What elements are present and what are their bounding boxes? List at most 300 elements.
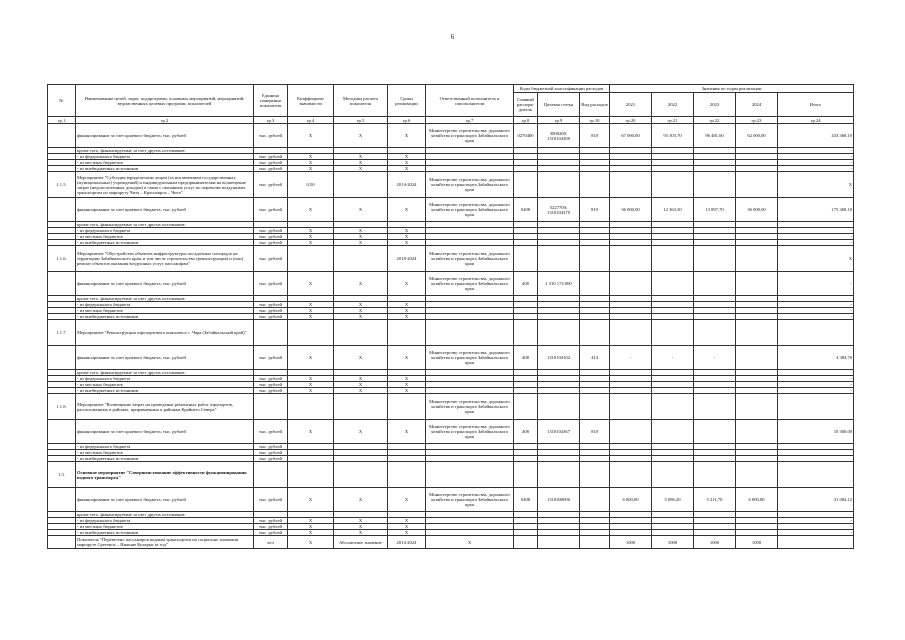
row-coef: 0,50 (288, 172, 334, 198)
row-coef: X (288, 240, 334, 246)
row-csr (538, 462, 580, 488)
row-unit: тыс. рублей (254, 228, 288, 234)
row-coef (288, 462, 334, 488)
row-name: финансирование за счет краевого бюджета, тыс. рублей (76, 124, 254, 148)
row-vr (580, 488, 610, 512)
row-name: - из внебюджетных источников (76, 314, 254, 320)
row-method: Абсолютное значение (334, 536, 388, 549)
row-grbs (514, 320, 538, 346)
row-unit: тыс. рублей (254, 450, 288, 456)
row-value-2023 (694, 320, 736, 346)
row-value-2024 (736, 394, 778, 420)
row-method: X (334, 228, 388, 234)
row-value-2021: 67 000,00 (610, 124, 652, 148)
row-coef: X (288, 314, 334, 320)
row-vr (580, 172, 610, 198)
row-method: X (334, 420, 388, 444)
colnum: гр.20 (610, 117, 652, 124)
header-num: № (48, 85, 76, 117)
row-executor (426, 320, 514, 346)
row-coef: X (288, 518, 334, 524)
row-vr (580, 536, 610, 549)
row-csr (538, 394, 580, 420)
row-value-2022 (652, 394, 694, 420)
row-unit: тыс. рублей (254, 346, 288, 370)
row-method: X (334, 272, 388, 296)
row-total: - (778, 376, 854, 382)
row-value-2021 (610, 272, 652, 296)
table-row (48, 246, 854, 272)
row-unit: тыс. рублей (254, 154, 288, 160)
row-terms: X (388, 234, 426, 240)
row-csr (538, 320, 580, 346)
row-total: - (778, 234, 854, 240)
row-value-2024 (736, 420, 778, 444)
program-table (47, 84, 854, 549)
row-total: - (778, 160, 854, 166)
row-grbs (514, 172, 538, 198)
row-coef: X (288, 488, 334, 512)
header-name: Наименование целей, задач, подпрограмм, основных мероприятий, мероприятий, ведомственных целевых программ, показателей (76, 85, 254, 117)
row-unit: тыс. рублей (254, 518, 288, 524)
row-name: - из внебюджетных источников (76, 388, 254, 394)
row-coef: X (288, 124, 334, 148)
column-numbers-row (48, 117, 854, 124)
row-unit: тыс. рублей (254, 388, 288, 394)
row-name: - из федерального бюджета (76, 518, 254, 524)
table-row (48, 198, 854, 222)
row-method: X (334, 388, 388, 394)
row-unit: тыс. рублей (254, 382, 288, 388)
row-name: - из местных бюджетов (76, 308, 254, 314)
row-total: 31 084,12 (778, 488, 854, 512)
row-name: Мероприятие "Субсидия юридическим лицам (за исключением государственных (муниципальных) учреждений) и индивидуальным предпринимателям на возмещение затрат (недополученных доходов) в связи с оказанием услуг по перевозке воздушным транспортом по маршруту Чита – Красноярск – Чита" (76, 172, 254, 198)
row-grbs (514, 246, 538, 272)
row-unit: тыс. рублей (254, 172, 288, 198)
row-method: X (334, 308, 388, 314)
row-value-2022 (652, 462, 694, 488)
row-executor: Министерство строительства, дорожного хозяйства и транспорта Забайкальского края (426, 346, 514, 370)
row-number (48, 420, 76, 444)
row-method (334, 394, 388, 420)
row-method: X (334, 382, 388, 388)
row-terms: X (388, 382, 426, 388)
row-total (778, 320, 854, 346)
colnum: гр.8 (514, 117, 538, 124)
table-row (48, 320, 854, 346)
row-value-2023 (694, 172, 736, 198)
row-name: Показатель "Перевезено пассажиров водным транспортом на социально значимом маршруте Сретенск – Нижние Куларки за год" (76, 536, 254, 549)
header-executor: Ответственный исполнитель и соисполнители (426, 85, 514, 117)
colnum: гр.6 (388, 117, 426, 124)
row-name: кроме того, финансируемые за счет других источников: (76, 222, 254, 228)
row-value-2024 (736, 346, 778, 370)
row-name: финансирование за счет краевого бюджета, тыс. рублей (76, 198, 254, 222)
row-terms: X (388, 166, 426, 172)
row-value-2024 (736, 172, 778, 198)
row-coef: X (288, 524, 334, 530)
row-unit: тыс. рублей (254, 246, 288, 272)
row-total: - (778, 228, 854, 234)
row-terms (388, 320, 426, 346)
row-name: - из федерального бюджета (76, 302, 254, 308)
row-csr: 5227700; 1310104370 (538, 198, 580, 222)
row-terms: X (388, 308, 426, 314)
row-value-2024: 6 000,00 (736, 488, 778, 512)
row-terms: X (388, 388, 426, 394)
row-total (778, 536, 854, 549)
row-unit: тыс. рублей (254, 240, 288, 246)
row-terms: X (388, 160, 426, 166)
row-value-2023 (694, 246, 736, 272)
header-terms: Сроки реализации (388, 85, 426, 117)
row-value-2023: 96 481,60 (694, 124, 736, 148)
row-value-2022: 12 363,30 (652, 198, 694, 222)
row-coef: X (288, 160, 334, 166)
row-total: - (778, 382, 854, 388)
row-value-2021: 36 000,00 (610, 198, 652, 222)
colnum: гр.3 (254, 117, 288, 124)
row-value-2024: 1000 (736, 536, 778, 549)
row-unit: тыс. рублей (254, 272, 288, 296)
row-value-2021 (610, 462, 652, 488)
row-value-2021: 1000 (610, 536, 652, 549)
row-coef: X (288, 154, 334, 160)
row-unit: тыс. рублей (254, 524, 288, 530)
row-executor: Министерство строительства, дорожного хозяйства и транспорта Забайкальского края (426, 394, 514, 420)
row-name: Мероприятие "Обустройство объектов инфраструктуры посадочных площадок на территории Забайкальского края, в том числе строительство (реконструкция) и (или) ремонт объектов оказания воздушных услуг пассажирам" (76, 246, 254, 272)
table-header (48, 85, 854, 124)
row-value-2022 (652, 320, 694, 346)
row-terms: X (388, 314, 426, 320)
row-name: финансирование за счет краевого бюджета, тыс. рублей (76, 488, 254, 512)
row-method: X (334, 234, 388, 240)
colnum: гр.24 (778, 117, 854, 124)
row-unit: тыс. рублей (254, 234, 288, 240)
row-csr: 1 310 174 000 (538, 272, 580, 296)
row-method: X (334, 160, 388, 166)
header-values-group: Значения по годам реализации (610, 85, 854, 93)
header-2022: 2022 (652, 93, 694, 117)
row-method: X (334, 240, 388, 246)
row-unit: тыс. рублей (254, 376, 288, 382)
row-number (48, 346, 76, 370)
row-unit: тыс. рублей (254, 456, 288, 462)
row-name: - из федерального бюджета (76, 444, 254, 450)
row-terms: X (388, 376, 426, 382)
row-method: X (334, 346, 388, 370)
header-codes-group: Коды бюджетной классификации расходов (514, 85, 610, 93)
row-executor: Министерство строительства, дорожного хозяйства и транспорта Забайкальского края (426, 488, 514, 512)
row-executor: Министерство строительства, дорожного хозяйства и транспорта Забайкальского края (426, 420, 514, 444)
row-value-2024 (736, 272, 778, 296)
row-value-2023 (694, 272, 736, 296)
row-value-2021: - (610, 346, 652, 370)
row-value-2022: 93 303,70 (652, 124, 694, 148)
row-terms: 2018-2024 (388, 246, 426, 272)
row-name: кроме того, финансируемые за счет других источников: (76, 296, 254, 302)
row-method: X (334, 488, 388, 512)
row-unit (254, 462, 288, 488)
row-total: - (778, 272, 854, 296)
row-total: - (778, 314, 854, 320)
row-value-2022 (652, 420, 694, 444)
colnum: гр.9 (538, 117, 580, 124)
row-value-2022: 5 086,20 (652, 488, 694, 512)
row-terms: X (388, 302, 426, 308)
row-coef: X (288, 530, 334, 536)
row-csr (538, 172, 580, 198)
row-value-2024: 36 000,00 (736, 198, 778, 222)
table-row (48, 488, 854, 512)
header-2021: 2021 (610, 93, 652, 117)
row-unit (254, 394, 288, 420)
row-terms: X (388, 272, 426, 296)
colnum: гр.1 (48, 117, 76, 124)
row-number (48, 124, 76, 148)
row-total: - (778, 530, 854, 536)
colnum: гр.10 (580, 117, 610, 124)
row-number (48, 198, 76, 222)
row-executor: Министерство строительства, дорожного хозяйства и транспорта Забайкальского края (426, 172, 514, 198)
row-vr: 810 (580, 124, 610, 148)
row-method: X (334, 524, 388, 530)
row-terms: X (388, 240, 426, 246)
row-total: 433 368,10 (778, 124, 854, 148)
row-total: - (778, 524, 854, 530)
row-number (48, 272, 76, 296)
row-value-2023: - (694, 346, 736, 370)
row-coef: X (288, 234, 334, 240)
colnum: гр.21 (652, 117, 694, 124)
row-number: 1.1.6. (48, 246, 76, 272)
row-coef: X (288, 388, 334, 394)
row-total: - (778, 166, 854, 172)
row-name: - из федерального бюджета (76, 154, 254, 160)
row-name: кроме того, финансируемые за счет других источников: (76, 370, 254, 376)
row-total: 175 368,10 (778, 198, 854, 222)
row-coef: X (288, 308, 334, 314)
row-name: - из внебюджетных источников (76, 240, 254, 246)
table-body (48, 124, 854, 549)
row-terms: X (388, 488, 426, 512)
row-name: кроме того, финансируемые за счет других источников: (76, 148, 254, 154)
row-total: 10 300,00 (778, 420, 854, 444)
row-grbs: 0408 (514, 198, 538, 222)
row-value-2023: 5 211,70 (694, 488, 736, 512)
row-csr: 1310104102 (538, 346, 580, 370)
row-terms (388, 394, 426, 420)
row-grbs: 408 (514, 272, 538, 296)
row-csr: 3000200; 1310104300 (538, 124, 580, 148)
colnum: гр.7 (426, 117, 514, 124)
row-name: кроме того, финансируемые за счет других источников: (76, 512, 254, 518)
row-executor: Министерство строительства, дорожного хозяйства и транспорта Забайкальского края (426, 272, 514, 296)
row-name: Мероприятие "Реконструкция аэропортового комплекса с. Чара (Забайкальский край)" (76, 320, 254, 346)
row-unit (254, 320, 288, 346)
row-total: 4 384,76 (778, 346, 854, 370)
row-unit: тыс. рублей (254, 488, 288, 512)
row-total: - (778, 240, 854, 246)
row-name: - из местных бюджетов (76, 160, 254, 166)
row-name: - из местных бюджетов (76, 524, 254, 530)
row-grbs (514, 462, 538, 488)
row-total: - (778, 308, 854, 314)
row-coef: X (288, 272, 334, 296)
colnum: гр.22 (694, 117, 736, 124)
row-method: X (334, 166, 388, 172)
row-coef (288, 394, 334, 420)
row-value-2024 (736, 320, 778, 346)
row-value-2021 (610, 320, 652, 346)
row-name: - из местных бюджетов (76, 450, 254, 456)
row-name: Мероприятие "Возмещение затрат на проведение ремонтных работ аэропортов, расположенных в районах, приравненных к районам Крайнего Севера" (76, 394, 254, 420)
row-terms: X (388, 420, 426, 444)
row-number: 1.1.8. (48, 394, 76, 420)
row-unit: чел (254, 536, 288, 549)
row-total (778, 462, 854, 488)
row-coef: X (288, 376, 334, 382)
page-number: 6 (450, 33, 455, 41)
row-value-2022 (652, 172, 694, 198)
header-coef: Коэффициент значимости (288, 85, 334, 117)
row-terms: X (388, 154, 426, 160)
row-unit: тыс. рублей (254, 124, 288, 148)
header-method: Методика расчета показателя (334, 85, 388, 117)
row-vr: 414 (580, 346, 610, 370)
row-vr (580, 394, 610, 420)
row-value-2024: 62 000,00 (736, 124, 778, 148)
row-value-2023 (694, 420, 736, 444)
row-method: X (334, 376, 388, 382)
row-name: финансирование за счет краевого бюджета, тыс. рублей (76, 346, 254, 370)
row-method: X (334, 302, 388, 308)
table-row (48, 172, 854, 198)
row-value-2022 (652, 272, 694, 296)
row-value-2022: 1000 (652, 536, 694, 549)
row-method: X (334, 198, 388, 222)
table-row (48, 394, 854, 420)
colnum: гр.4 (288, 117, 334, 124)
row-coef: X (288, 166, 334, 172)
row-value-2021: 6 000,00 (610, 488, 652, 512)
table-row (48, 346, 854, 370)
row-name: финансирование за счет краевого бюджета, тыс. рублей (76, 272, 254, 296)
row-csr: 1310104367 (538, 420, 580, 444)
row-unit: тыс. рублей (254, 420, 288, 444)
row-value-2021 (610, 394, 652, 420)
header-2024: 2024 (736, 93, 778, 117)
header-total: Итого (778, 93, 854, 117)
row-terms: 2014-2024 (388, 172, 426, 198)
row-grbs: 408 (514, 346, 538, 370)
row-executor: Министерство строительства, дорожного хозяйства и транспорта Забайкальского края (426, 198, 514, 222)
row-terms: X (388, 228, 426, 234)
header-unit: Единица измерения показателя (254, 85, 288, 117)
row-method (334, 462, 388, 488)
row-name: финансирование за счет краевого бюджета, тыс. рублей (76, 420, 254, 444)
row-terms: X (388, 524, 426, 530)
row-name: - из внебюджетных источников (76, 530, 254, 536)
row-csr: 1310300000 (538, 488, 580, 512)
row-unit: тыс. рублей (254, 198, 288, 222)
row-coef: X (288, 420, 334, 444)
row-vr (580, 246, 610, 272)
table-row (48, 420, 854, 444)
row-method (334, 320, 388, 346)
row-unit: тыс. рублей (254, 166, 288, 172)
row-vr: 810 (580, 420, 610, 444)
row-total: - (778, 388, 854, 394)
row-total: - (778, 518, 854, 524)
row-executor: X (426, 536, 514, 549)
row-vr: 810 (580, 198, 610, 222)
row-value-2023 (694, 394, 736, 420)
row-coef: X (288, 198, 334, 222)
row-grbs (514, 536, 538, 549)
row-executor (426, 462, 514, 488)
row-csr (538, 246, 580, 272)
row-value-2023 (694, 462, 736, 488)
row-total: - (778, 148, 854, 154)
row-number: 1.3. (48, 462, 76, 488)
row-method (334, 172, 388, 198)
row-name: - из внебюджетных источников (76, 166, 254, 172)
row-terms (388, 462, 426, 488)
row-value-2021 (610, 420, 652, 444)
row-coef: X (288, 536, 334, 549)
row-unit: тыс. рублей (254, 314, 288, 320)
row-name: - из местных бюджетов (76, 382, 254, 388)
row-grbs: 0408 (514, 488, 538, 512)
row-grbs (514, 394, 538, 420)
row-number: 1.1.5. (48, 172, 76, 198)
row-coef (288, 320, 334, 346)
row-unit: тыс. рублей (254, 530, 288, 536)
row-coef: X (288, 228, 334, 234)
header-csr: Целевая статья (538, 93, 580, 117)
header-grbs: Главный распоря-дитель (514, 93, 538, 117)
row-value-2023: 13 897,70 (694, 198, 736, 222)
row-number (48, 488, 76, 512)
row-method: X (334, 530, 388, 536)
row-value-2021 (610, 246, 652, 272)
row-method: X (334, 154, 388, 160)
row-total: X (778, 172, 854, 198)
row-coef (288, 246, 334, 272)
row-total: - (778, 154, 854, 160)
row-csr (538, 536, 580, 549)
table-row (48, 124, 854, 148)
row-value-2024 (736, 462, 778, 488)
row-value-2022 (652, 246, 694, 272)
row-grbs: 0270400 (514, 124, 538, 148)
row-vr (580, 320, 610, 346)
row-unit: тыс. рублей (254, 302, 288, 308)
row-coef: X (288, 382, 334, 388)
row-grbs: 408 (514, 420, 538, 444)
row-method: X (334, 124, 388, 148)
row-terms: X (388, 530, 426, 536)
row-value-2022: - (652, 346, 694, 370)
row-name: - из местных бюджетов (76, 234, 254, 240)
row-unit: тыс. рублей (254, 444, 288, 450)
row-coef: X (288, 346, 334, 370)
row-total: X (778, 246, 854, 272)
header-2023: 2023 (694, 93, 736, 117)
row-value-2021 (610, 172, 652, 198)
row-vr (580, 462, 610, 488)
